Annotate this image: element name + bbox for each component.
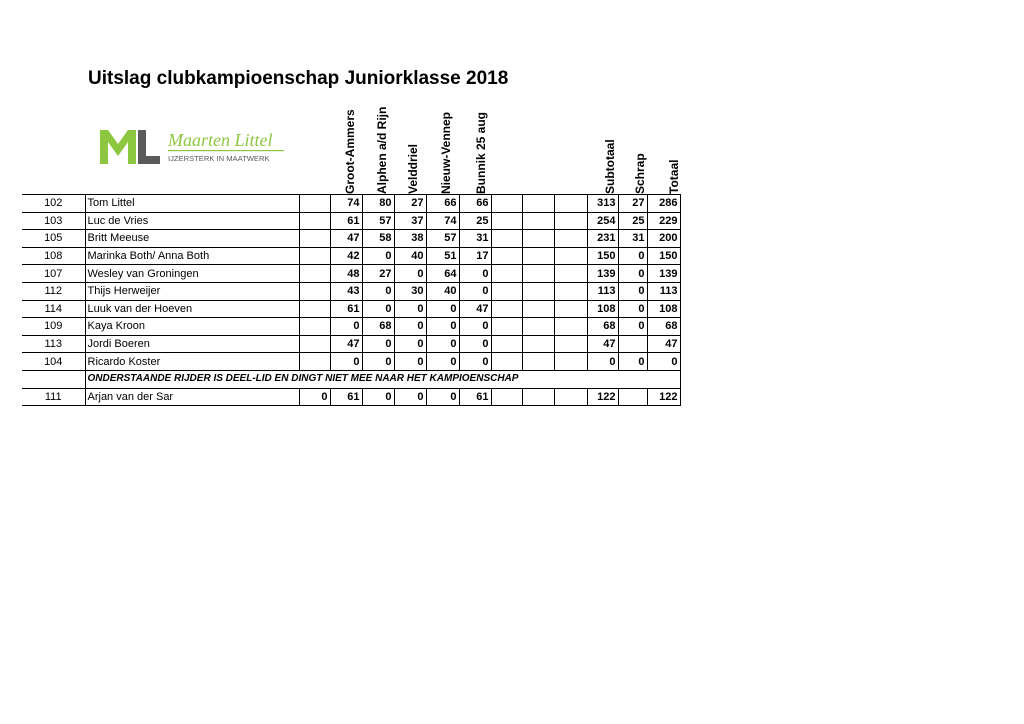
subtotal-cell: 47 [587,335,618,353]
race-score-cell: 0 [330,353,362,371]
race-score-cell: 47 [330,230,362,248]
schrap-cell: 0 [618,318,647,336]
subtotal-cell: 108 [587,300,618,318]
race-score-cell: 61 [330,388,362,406]
logo-name: Maarten Littel [168,130,273,150]
schrap-cell: 25 [618,212,647,230]
race-score-cell [554,282,587,300]
deel-lid-note: ONDERSTAANDE RIJDER IS DEEL-LID EN DINGT NIET MEE NAAR HET KAMPIOENSCHAP [85,370,680,388]
race-score-cell [554,388,587,406]
total-cell: 286 [647,195,680,213]
race-score-cell: 0 [459,335,491,353]
race-score-cell [554,247,587,265]
race-score-cell: 0 [362,300,394,318]
rider-number-cell: 109 [22,318,85,336]
note-spacer [22,370,85,388]
rider-number-cell: 108 [22,247,85,265]
race-score-cell: 0 [394,388,426,406]
race-score-cell: 0 [426,353,459,371]
race-score-cell [554,335,587,353]
rider-name-cell: Kaya Kroon [85,318,299,336]
pre-score-cell [299,300,330,318]
race-score-cell [491,212,522,230]
race-score-cell: 57 [362,212,394,230]
table-row [22,300,680,318]
schrap-cell: 27 [618,195,647,213]
total-cell: 139 [647,265,680,283]
col-header-alphen: Alphen a/d Rijn [375,106,389,194]
rider-number-cell: 105 [22,230,85,248]
subtotal-cell: 254 [587,212,618,230]
race-score-cell [554,265,587,283]
col-header-schrap: Schrap [633,153,647,194]
pre-score-cell [299,282,330,300]
race-score-cell: 47 [330,335,362,353]
rider-number-cell: 102 [22,195,85,213]
subtotal-cell: 150 [587,247,618,265]
race-score-cell: 42 [330,247,362,265]
schrap-cell: 31 [618,230,647,248]
total-cell: 122 [647,388,680,406]
subtotal-cell: 0 [587,353,618,371]
race-score-cell: 61 [459,388,491,406]
col-header-nieuw-vennep: Nieuw-Vennep [439,111,453,194]
race-score-cell: 66 [459,195,491,213]
race-score-cell: 66 [426,195,459,213]
schrap-cell: 0 [618,282,647,300]
race-score-cell [522,247,554,265]
race-score-cell: 0 [362,247,394,265]
race-score-cell [554,212,587,230]
race-score-cell: 40 [426,282,459,300]
table-row [22,212,680,230]
subtotal-cell: 139 [587,265,618,283]
race-score-cell: 27 [362,265,394,283]
race-score-cell [522,335,554,353]
race-score-cell: 61 [330,212,362,230]
rider-number-cell: 104 [22,353,85,371]
race-score-cell: 74 [426,212,459,230]
race-score-cell: 30 [394,282,426,300]
col-header-subtotaal: Subtotaal [603,139,617,194]
race-score-cell: 64 [426,265,459,283]
table-row [22,195,680,213]
race-score-cell [491,265,522,283]
race-score-cell: 38 [394,230,426,248]
race-score-cell: 0 [362,353,394,371]
race-score-cell [491,353,522,371]
note-row [22,370,680,388]
results-table [22,194,681,406]
pre-score-cell [299,353,330,371]
race-score-cell [491,318,522,336]
race-score-cell: 0 [426,300,459,318]
subtotal-cell: 68 [587,318,618,336]
race-score-cell: 0 [330,318,362,336]
race-score-cell [554,230,587,248]
subtotal-cell: 122 [587,388,618,406]
race-score-cell: 0 [362,388,394,406]
race-score-cell [491,335,522,353]
rider-name-cell: Tom Littel [85,195,299,213]
race-score-cell [554,195,587,213]
rider-name-cell: Ricardo Koster [85,353,299,371]
race-score-cell: 40 [394,247,426,265]
total-cell: 229 [647,212,680,230]
race-score-cell: 0 [426,388,459,406]
schrap-cell [618,335,647,353]
race-score-cell: 0 [426,318,459,336]
table-row [22,353,680,371]
race-score-cell [491,195,522,213]
race-score-cell [491,282,522,300]
table-row [22,335,680,353]
race-score-cell: 0 [459,318,491,336]
rider-name-cell: Jordi Boeren [85,335,299,353]
pre-score-cell [299,247,330,265]
race-score-cell: 0 [394,318,426,336]
total-cell: 113 [647,282,680,300]
race-score-cell [491,230,522,248]
race-score-cell: 61 [330,300,362,318]
race-score-cell: 51 [426,247,459,265]
race-score-cell [522,388,554,406]
table-row [22,282,680,300]
schrap-cell: 0 [618,300,647,318]
race-score-cell: 0 [362,335,394,353]
race-score-cell: 31 [459,230,491,248]
race-score-cell [522,300,554,318]
schrap-cell: 0 [618,353,647,371]
company-logo [98,124,298,168]
total-cell: 47 [647,335,680,353]
rider-name-cell: Wesley van Groningen [85,265,299,283]
pre-score-cell: 0 [299,388,330,406]
race-score-cell: 68 [362,318,394,336]
race-score-cell [522,282,554,300]
schrap-cell [618,388,647,406]
rider-name-cell: Arjan van der Sar [85,388,299,406]
col-header-totaal: Totaal [667,159,681,194]
pre-score-cell [299,212,330,230]
table-row [22,247,680,265]
col-header-groot-ammers: Groot-Ammers [343,109,357,194]
subtotal-cell: 313 [587,195,618,213]
rider-number-cell: 111 [22,388,85,406]
race-score-cell: 0 [426,335,459,353]
race-score-cell [522,318,554,336]
race-score-cell: 27 [394,195,426,213]
race-score-cell: 43 [330,282,362,300]
race-score-cell [522,265,554,283]
race-score-cell: 0 [459,265,491,283]
rider-number-cell: 103 [22,212,85,230]
rider-name-cell: Luuk van der Hoeven [85,300,299,318]
page-title: Uitslag clubkampioenschap Juniorklasse 2018 [88,68,509,89]
schrap-cell: 0 [618,265,647,283]
subtotal-cell: 113 [587,282,618,300]
race-score-cell: 80 [362,195,394,213]
rider-name-cell: Marinka Both/ Anna Both [85,247,299,265]
race-score-cell: 0 [362,282,394,300]
subtotal-cell: 231 [587,230,618,248]
race-score-cell [522,212,554,230]
race-score-cell: 58 [362,230,394,248]
race-score-cell: 0 [459,282,491,300]
table-row [22,318,680,336]
total-cell: 150 [647,247,680,265]
rider-number-cell: 113 [22,335,85,353]
race-score-cell [554,353,587,371]
race-score-cell: 0 [459,353,491,371]
race-score-cell [491,247,522,265]
schrap-cell: 0 [618,247,647,265]
race-score-cell [522,230,554,248]
table-row [22,230,680,248]
rider-name-cell: Thijs Herweijer [85,282,299,300]
race-score-cell [554,318,587,336]
col-header-bunnik: Bunnik 25 aug [474,111,488,194]
race-score-cell: 0 [394,300,426,318]
race-score-cell: 74 [330,195,362,213]
race-score-cell [491,388,522,406]
total-cell: 108 [647,300,680,318]
pre-score-cell [299,335,330,353]
logo-tagline: IJZERSTERK IN MAATWERK [168,154,270,163]
total-cell: 68 [647,318,680,336]
race-score-cell: 48 [330,265,362,283]
pre-score-cell [299,195,330,213]
total-cell: 200 [647,230,680,248]
race-score-cell: 17 [459,247,491,265]
rider-number-cell: 112 [22,282,85,300]
guest-row [22,388,680,406]
rider-name-cell: Luc de Vries [85,212,299,230]
col-header-velddriel: Velddriel [406,143,420,194]
race-score-cell: 25 [459,212,491,230]
rider-name-cell: Britt Meeuse [85,230,299,248]
race-score-cell: 0 [394,335,426,353]
pre-score-cell [299,265,330,283]
race-score-cell [554,300,587,318]
race-score-cell: 0 [394,353,426,371]
race-score-cell: 47 [459,300,491,318]
race-score-cell [522,353,554,371]
race-score-cell [522,195,554,213]
rider-number-cell: 107 [22,265,85,283]
race-score-cell: 57 [426,230,459,248]
race-score-cell: 0 [394,265,426,283]
pre-score-cell [299,230,330,248]
race-score-cell: 37 [394,212,426,230]
total-cell: 0 [647,353,680,371]
rider-number-cell: 114 [22,300,85,318]
pre-score-cell [299,318,330,336]
table-row [22,265,680,283]
race-score-cell [491,300,522,318]
